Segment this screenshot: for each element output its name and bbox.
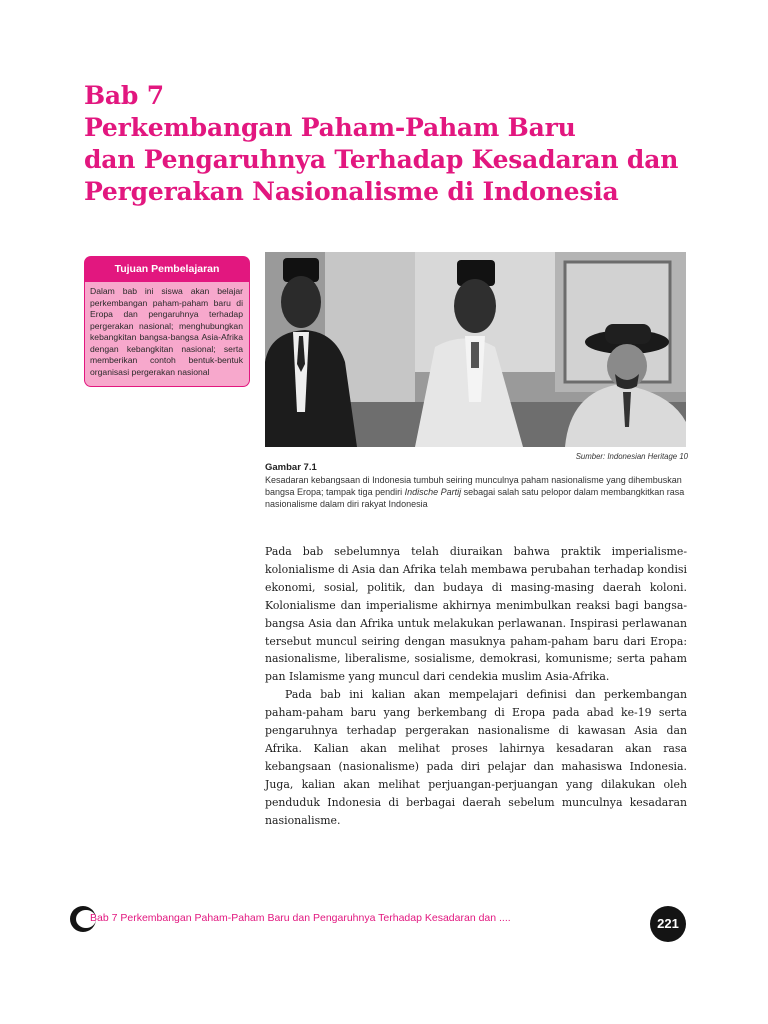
chapter-title-line-2: dan Pengaruhnya Terhadap Kesadaran dan (84, 145, 679, 174)
chapter-title-line-1: Perkembangan Paham-Paham Baru (84, 113, 576, 142)
caption-text-part-2: sebagai salah satu pelopor dalam membangkitkan rasa nasionalisme dalam diri rakyat Indonesia (265, 487, 685, 509)
learning-objectives-text: Dalam bab ini siswa akan belajar perkembangan paham-paham baru di Eropa dan pengaruhnya terhadap pergerakan nasional; menghubungkan kebangkitan bangsa-bangsa Asia-Afrika dengan kebangkitan nasional; serta memberikan contoh bentuk-bentuk organisasi pergerakan nasional (84, 282, 250, 387)
photo-source (500, 452, 688, 461)
page-number: 221 (650, 906, 686, 942)
page-footer (70, 906, 710, 936)
learning-objectives-box (84, 256, 250, 387)
body-text (265, 543, 687, 830)
caption-text-part-1: Kesadaran kebangsaan di Indonesia tumbuh seiring munculnya paham nasionalisme yang dihembuskan bangsa Eropa; tampak tiga pendiri (265, 475, 682, 497)
chapter-label: Bab 7 (84, 81, 164, 110)
figure-caption-text (265, 474, 685, 510)
photo-source-prefix: Sumber: (575, 452, 608, 461)
figure-label: Gambar 7.1 (265, 462, 317, 473)
historical-photo (265, 252, 686, 447)
photo-source-title: Indonesian Heritage 10 (607, 452, 688, 461)
chapter-title (84, 80, 724, 208)
body-paragraph-1: Pada bab sebelumnya telah diuraikan bahwa praktik imperialisme-kolonialisme di Asia dan Afrika telah membawa perubahan terhadap kondisi ekonomi, sosial, politik, dan budaya di masing-masing daerah koloni. Kolonialisme dan imperialisme akhirnya menimbulkan reaksi bagi bangsa-bangsa Asia dan Afrika untuk melakukan perlawanan. Inspirasi perlawanan tersebut muncul seiring dengan masuknya paham-paham baru dari Eropa: nasionalisme, liberalisme, sosialisme, demokrasi, komunisme; serta paham pan Islamisme yang muncul dari cendekia muslim Asia-Afrika. (265, 545, 687, 684)
figure-caption (265, 462, 685, 510)
caption-text-italic: Indische Partij (404, 487, 462, 497)
running-title: Bab 7 Perkembangan Paham-Paham Baru dan Pengaruhnya Terhadap Kesadaran dan .... (90, 912, 511, 924)
body-paragraph-2: Pada bab ini kalian akan mempelajari definisi dan perkembangan paham-paham baru yang berkembang di Eropa pada abad ke-19 serta pengaruhnya terhadap pergerakan nasionalisme di kawasan Asia dan Afrika. Kalian akan melihat proses lahirnya kesadaran akan rasa kebangsaan (nasionalisme) pada diri pelajar dan mahasiswa Indonesia. Juga, kalian akan melihat perjuangan-perjuangan yang dilakukan oleh penduduk Indonesia di berbagai daerah sebelum munculnya kesadaran nasionalisme. (265, 688, 687, 827)
chapter-title-line-3: Pergerakan Nasionalisme di Indonesia (84, 177, 619, 206)
learning-objectives-heading: Tujuan Pembelajaran (84, 256, 250, 282)
